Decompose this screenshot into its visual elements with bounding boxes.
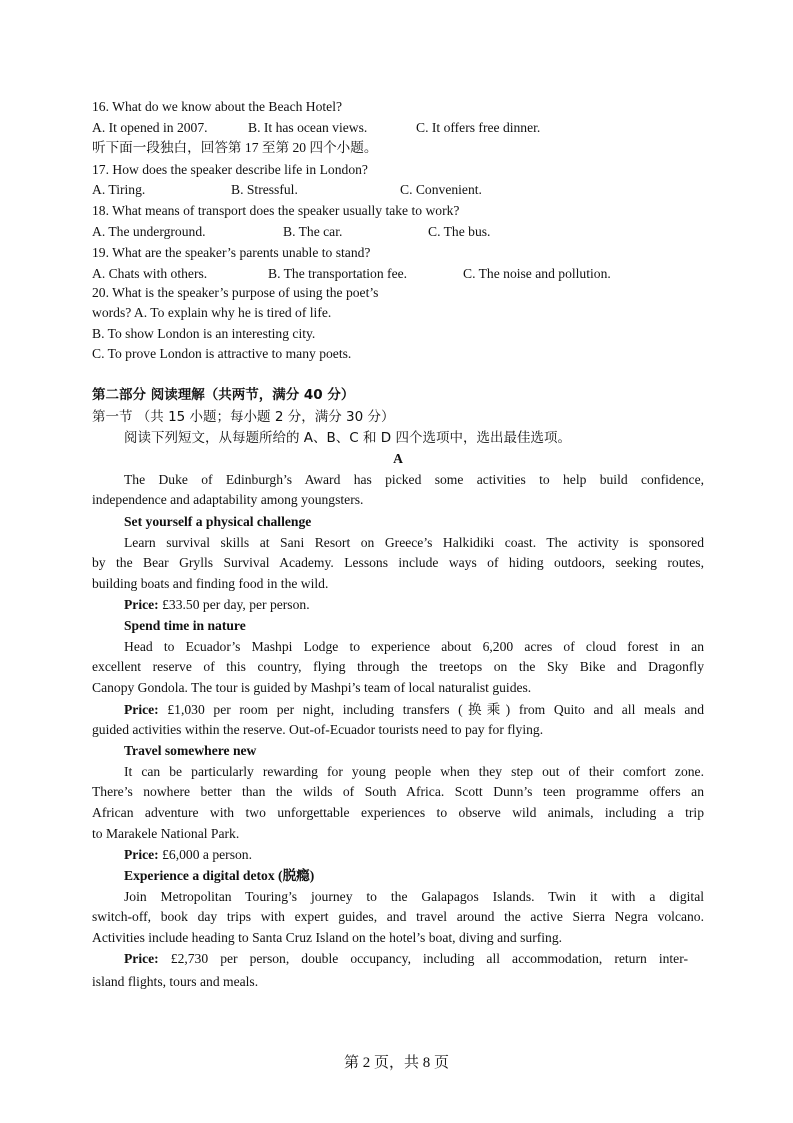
s3-line-3: African adventure with two unforgettable experiences to observe wild animals, including a trip xyxy=(92,805,704,820)
s1-price xyxy=(124,595,736,615)
s2-price-value: £1,030 per room per night, including transfers (换乘) from Quito and all meals and xyxy=(158,702,704,717)
question-20-line-1: 20. What is the speaker’s purpose of using the poet’s xyxy=(92,285,379,300)
question-20-line-2: words? A. To explain why he is tired of life. xyxy=(92,305,332,320)
question-19: 19. What are the speaker’s parents unable to stand? xyxy=(92,245,371,260)
section-heading-somewhere-new: Travel somewhere new xyxy=(124,743,257,758)
section-heading-digital-detox: Experience a digital detox (脱瘾) xyxy=(124,868,315,883)
s2-line-2: excellent reserve of this country, flying through the treetops on the Sky Bike and Dragonfly xyxy=(92,659,704,674)
s2-line-3: Canopy Gondola. The tour is guided by Mashpi’s team of local naturalist guides. xyxy=(92,680,532,695)
s2-price-line-2: guided activities within the reserve. Out-of-Ecuador tourists need to pay for flying. xyxy=(92,722,544,737)
s3-line-2: There’s nowhere better than the wilds of South Africa. Scott Dunn’s teen programme offers an xyxy=(92,784,704,799)
s3-price-label: Price: xyxy=(124,847,159,862)
q16-option-a: A. It opened in 2007. xyxy=(92,120,208,135)
s4-price-value: £2,730 per person, double occupancy, including all accommodation, return inter- xyxy=(158,951,688,966)
q17-option-b: B. Stressful. xyxy=(231,182,298,197)
question-18: 18. What means of transport does the speaker usually take to work? xyxy=(92,203,460,218)
section-heading-physical-challenge: Set yourself a physical challenge xyxy=(124,514,312,529)
s3-line-4: to Marakele National Park. xyxy=(92,826,240,841)
s2-line-1: Head to Ecuador’s Mashpi Lodge to experience about 6,200 acres of cloud forest in an xyxy=(124,639,704,654)
question-19-options xyxy=(92,264,704,284)
intro-line-1: The Duke of Edinburgh’s Award has picked some activities to help build confidence, xyxy=(124,472,704,487)
s1-price-value: £33.50 per day, per person. xyxy=(158,597,310,612)
s4-line-3: Activities include heading to Santa Cruz Island on the hotel’s boat, diving and surfing. xyxy=(92,930,563,945)
s1-line-3: building boats and finding food in the wild. xyxy=(92,576,329,591)
s3-price xyxy=(124,845,736,865)
s1-price-label: Price: xyxy=(124,597,159,612)
s4-line-1: Join Metropolitan Touring’s journey to the Galapagos Islands. Twin it with a digital xyxy=(124,889,704,904)
q18-option-a: A. The underground. xyxy=(92,224,206,239)
s1-line-1: Learn survival skills at Sani Resort on Greece’s Halkidiki coast. The activity is sponsored xyxy=(124,535,704,550)
s3-price-value: £6,000 a person. xyxy=(158,847,252,862)
q20-option-b: B. To show London is an interesting city. xyxy=(92,326,316,341)
passage-letter: A xyxy=(393,451,403,466)
s3-line-1: It can be particularly rewarding for young people when they step out of their comfort zone. xyxy=(124,764,704,779)
s4-price xyxy=(124,949,688,969)
q19-option-b: B. The transportation fee. xyxy=(268,266,408,281)
section-heading-nature: Spend time in nature xyxy=(124,618,246,633)
q18-option-b: B. The car. xyxy=(283,224,343,239)
q17-option-a: A. Tiring. xyxy=(92,182,146,197)
part-two-title: 第二部分 阅读理解（共两节，满分 40 分） xyxy=(92,387,355,403)
question-17: 17. How does the speaker describe life in London? xyxy=(92,162,368,177)
q19-option-a: A. Chats with others. xyxy=(92,266,208,281)
question-18-options xyxy=(92,222,704,242)
q16-option-c: C. It offers free dinner. xyxy=(416,120,541,135)
reading-instruction: 阅读下列短文，从每题所给的 A、B、C 和 D 四个选项中，选出最佳选项。 xyxy=(124,430,571,446)
s4-line-2: switch-off, book day trips with expert guides, and travel around the active Sierra Negra volcano. xyxy=(92,909,704,924)
question-16: 16. What do we know about the Beach Hotel? xyxy=(92,99,343,114)
intro-line-2: independence and adaptability among youngsters. xyxy=(92,492,364,507)
q16-option-b: B. It has ocean views. xyxy=(248,120,368,135)
question-16-options xyxy=(92,118,704,138)
page-number-footer: 第 2 页，共 8 页 xyxy=(343,1055,449,1071)
section-one-title: 第一节 （共 15 小题；每小题 2 分，满分 30 分） xyxy=(92,409,395,425)
s4-price-label: Price: xyxy=(124,951,159,966)
q18-option-c: C. The bus. xyxy=(428,224,491,239)
s2-price xyxy=(124,700,704,720)
listening-instruction: 听下面一段独白，回答第 17 至第 20 四个小题。 xyxy=(92,140,378,155)
s4-price-line-2: island flights, tours and meals. xyxy=(92,974,259,989)
q20-option-c: C. To prove London is attractive to many poets. xyxy=(92,346,352,361)
s2-price-label: Price: xyxy=(124,702,159,717)
q19-option-c: C. The noise and pollution. xyxy=(463,266,611,281)
question-17-options xyxy=(92,180,704,200)
q17-option-c: C. Convenient. xyxy=(400,182,482,197)
s1-line-2: by the Bear Grylls Survival Academy. Lessons include ways of hiding outdoors, seeking routes, xyxy=(92,555,704,570)
